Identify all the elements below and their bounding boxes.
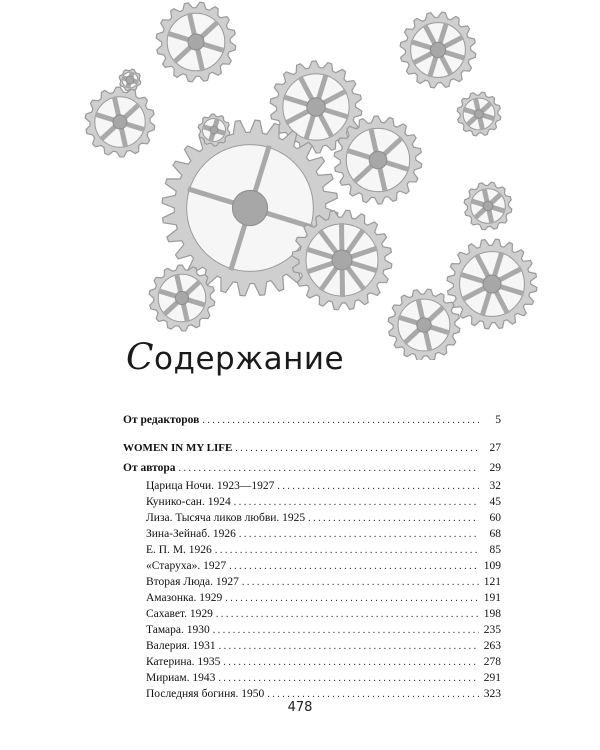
- toc-entry-title: Катерина. 1935: [146, 656, 221, 668]
- toc-entry-page: 85: [489, 544, 501, 556]
- dot-leader: [219, 641, 479, 652]
- page-title: [126, 337, 344, 378]
- toc-entry: [146, 544, 501, 558]
- toc-entry-page: 263: [483, 640, 501, 652]
- dot-leader: [202, 415, 479, 426]
- dot-leader: [215, 545, 479, 556]
- toc-entry: [146, 480, 501, 494]
- dot-leader: [225, 593, 479, 604]
- toc-entry: [146, 640, 501, 654]
- dot-leader: [223, 657, 479, 668]
- toc-entry-title: «Старуха». 1927: [146, 560, 227, 572]
- dot-leader: [235, 443, 479, 454]
- toc-entry-page: 32: [489, 480, 501, 492]
- toc-entry-page: 27: [489, 442, 501, 454]
- toc-entry: [146, 672, 501, 686]
- gear-icon: [156, 2, 236, 82]
- toc-entry: [123, 414, 501, 428]
- toc-entry-page: 68: [489, 528, 501, 540]
- toc-entry-page: 323: [483, 688, 501, 700]
- toc-entry-page: 109: [483, 560, 501, 572]
- toc-entry-title: От редакторов: [123, 414, 200, 426]
- toc-entry-page: 291: [483, 672, 501, 684]
- toc-entry-title: Лиза. Тысяча ликов любви. 1925: [146, 512, 306, 524]
- dot-leader: [213, 625, 479, 636]
- toc-entry-page: 191: [483, 592, 501, 604]
- toc-entry-title: Кунико-сан. 1924: [146, 496, 231, 508]
- toc-entry-page: 235: [483, 624, 501, 636]
- toc-entry: [123, 442, 501, 456]
- toc-entry-page: 29: [489, 462, 501, 474]
- gear-icon: [388, 289, 460, 360]
- gear-icon: [334, 116, 422, 204]
- toc-entry-title: Зина-Зейнаб. 1926: [146, 528, 236, 540]
- toc-entry: [146, 496, 501, 510]
- toc-entry: [146, 576, 501, 590]
- toc-entry-title: Царица Ночи. 1923—1927: [146, 480, 275, 492]
- dot-leader: [229, 561, 479, 572]
- page-number: 478: [287, 700, 313, 715]
- dot-leader: [242, 577, 479, 588]
- toc-entry-title: От автора: [123, 462, 176, 474]
- toc-entry-title: Амазонка. 1929: [146, 592, 223, 604]
- gear-icon: [457, 92, 501, 136]
- title-initial: С: [126, 337, 155, 378]
- title-rest: одержание: [154, 341, 345, 377]
- toc-entry: [146, 656, 501, 670]
- toc-entry-title: Сахавет. 1929: [146, 608, 213, 620]
- toc-entry: [146, 528, 501, 542]
- toc-entry-title: Мириам. 1943: [146, 672, 216, 684]
- toc-entry-page: 198: [483, 608, 501, 620]
- toc-entry: [146, 560, 501, 574]
- toc-entry-page: 278: [483, 656, 501, 668]
- toc-entry-title: Валерия. 1931: [146, 640, 216, 652]
- toc-entry-page: 121: [483, 576, 501, 588]
- toc-entry-title: Последняя богиня. 1950: [146, 688, 265, 700]
- toc-entry: [146, 512, 501, 526]
- dot-leader: [216, 609, 479, 620]
- gear-icon: [119, 69, 141, 91]
- toc-entry-title: Тамара. 1930: [146, 624, 210, 636]
- gear-icon: [85, 87, 155, 157]
- gear-icon: [292, 210, 392, 310]
- toc-entry: [146, 592, 501, 606]
- dot-leader: [308, 513, 479, 524]
- toc-entry-title: Вторая Люда. 1927: [146, 576, 239, 588]
- toc-entry-title: Е. П. М. 1926: [146, 544, 212, 556]
- dot-leader: [179, 463, 479, 474]
- gear-icon: [149, 265, 215, 331]
- toc-entry-page: 45: [489, 496, 501, 508]
- toc-entry-page: 5: [495, 414, 501, 426]
- gear-icon: [464, 182, 512, 230]
- toc-entry-page: 60: [489, 512, 501, 524]
- dot-leader: [239, 529, 479, 540]
- toc-entry: [146, 624, 501, 638]
- dot-leader: [218, 673, 479, 684]
- gears-illustration-icon: [0, 0, 600, 360]
- dot-leader: [234, 497, 479, 508]
- dot-leader: [267, 689, 479, 700]
- toc-entry: [123, 462, 501, 476]
- toc-entry: [146, 608, 501, 622]
- toc-entry-title: WOMEN IN MY LIFE: [123, 442, 233, 454]
- gear-icon: [400, 12, 476, 88]
- dot-leader: [277, 481, 479, 492]
- gear-icon: [447, 239, 537, 329]
